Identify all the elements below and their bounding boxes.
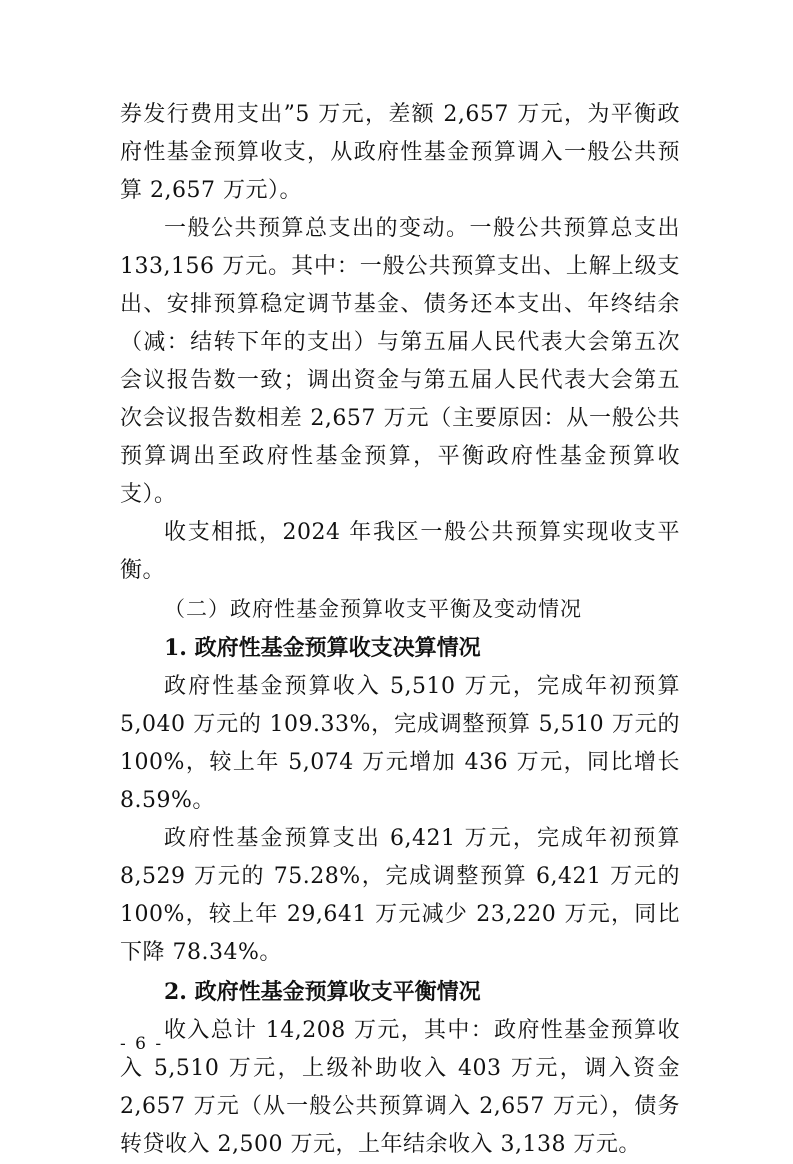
paragraph-continued-bond-expense: 券发行费用支出”5 万元，差额 2,657 万元，为平衡政府性基金预算收支，从政府性基金预算调入一般公共预算 2,657 万元）。: [120, 102, 680, 203]
paragraph-general-budget-expenditure-change: 一般公共预算总支出的变动。一般公共预算总支出 133,156 万元。其中：一般公共预算支出、上解上级支出、安排预算稳定调节基金、债务还本支出、年终结余（减：结转下年的支出）与第五届人民代表大会第五次会议报告数一致；调出资金与第五届人民代表大会第五次会议报告数相差 2,657 万元（主要原因：从一般公共预算调出至政府性基金预算，平衡政府性基金预算收支）。: [120, 216, 680, 507]
paragraph-balance-summary: 收支相抵，2024 年我区一般公共预算实现收支平衡。: [120, 520, 680, 583]
subsection-heading-balance: 2. 政府性基金预算收支平衡情况: [164, 979, 481, 1005]
section-heading-government-fund-budget: （二）政府性基金预算收支平衡及变动情况: [164, 597, 582, 621]
paragraph-fund-revenue: 政府性基金预算收入 5,510 万元，完成年初预算 5,040 万元的 109.33%，完成调整预算 5,510 万元的 100%，较上年 5,074 万元增加 436 万元，同比增长 8.59%。: [120, 674, 680, 813]
paragraph-total-revenue: 收入总计 14,208 万元，其中：政府性基金预算收入 5,510 万元，上级补助收入 403 万元，调入资金 2,657 万元（从一般公共预算调入 2,657 万元），债务转贷收入 2,500 万元，上年结余收入 3,138 万元。: [120, 1018, 680, 1157]
document-body: [120, 96, 680, 1164]
paragraph-fund-expenditure: 政府性基金预算支出 6,421 万元，完成年初预算 8,529 万元的 75.28%，完成调整预算 6,421 万元的 100%，较上年 29,641 万元减少 23,220 万元，同比下降 78.34%。: [120, 826, 680, 965]
page-number: - 6 -: [120, 1034, 164, 1054]
subsection-heading-final-accounts: 1. 政府性基金预算收支决算情况: [164, 635, 481, 661]
